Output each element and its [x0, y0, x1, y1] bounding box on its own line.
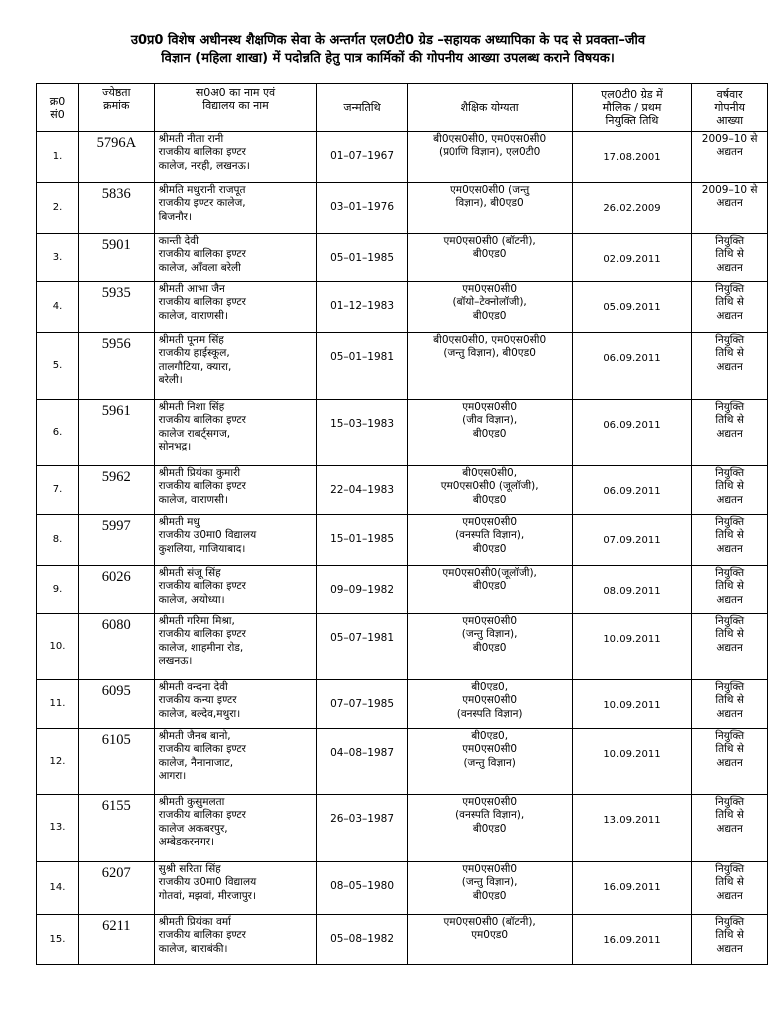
- table-row: [37, 466, 768, 515]
- table-row: [37, 132, 768, 183]
- qualification-line: बी0एड0: [472, 542, 507, 555]
- qualification-cell: [407, 400, 572, 466]
- seniority-number-cell: 6095: [79, 680, 155, 729]
- report-line: नियुक्ति: [715, 235, 745, 247]
- seniority-number-cell: 5961: [79, 400, 155, 466]
- date-of-birth-cell: 15–03–1983: [317, 400, 407, 466]
- qualification-cell: [407, 566, 572, 614]
- name-line: श्रीमती पूनम सिंह: [158, 334, 224, 346]
- report-line: तिथि से: [715, 296, 744, 309]
- report-line: अद्यतन: [716, 641, 743, 654]
- qualification-line: बी0एड0: [472, 248, 507, 261]
- report-line: तिथि से: [715, 694, 744, 707]
- qualification-line: बी0एड0: [472, 641, 507, 654]
- date-of-birth-cell: 26–03–1987: [317, 795, 407, 862]
- qualification-cell: [407, 183, 572, 234]
- date-of-birth-cell: 07–07–1985: [317, 680, 407, 729]
- name-line: श्रीमती कुसुमलता: [158, 796, 225, 808]
- report-line: अद्यतन: [716, 309, 743, 322]
- report-line: अद्यतन: [716, 942, 743, 955]
- header-line: नियुक्ति तिथि: [605, 114, 659, 127]
- qualification-line: बी0एस0सी0,: [462, 467, 518, 479]
- qualification-cell: [407, 614, 572, 680]
- report-line: अद्यतन: [716, 542, 743, 555]
- qualification-line: (वनस्पति विज्ञान),: [455, 529, 525, 542]
- qualification-line: बी0एड0: [472, 309, 507, 322]
- serial-number-cell: 9.: [37, 566, 79, 614]
- annual-report-cell: [692, 132, 768, 183]
- report-line: अद्यतन: [716, 360, 743, 373]
- table-row: [37, 183, 768, 234]
- name-line: राजकीय उ0मा0 विद्यालय: [158, 529, 257, 542]
- report-line: नियुक्ति: [715, 567, 745, 579]
- name-line: गोतवां, मझवां, मीरजापुर।: [158, 889, 256, 902]
- appointment-date-cell: 06.09.2011: [572, 466, 692, 515]
- seniority-number-cell: 5956: [79, 333, 155, 400]
- date-of-birth-cell: 08–05–1980: [317, 862, 407, 915]
- name-line: श्रीमती प्रियंका कुमारी: [158, 467, 241, 479]
- annual-report-cell: [692, 333, 768, 400]
- name-line: आगरा।: [158, 769, 187, 782]
- serial-number-cell: 13.: [37, 795, 79, 862]
- qualification-cell: [407, 234, 572, 282]
- teacher-school-cell: [154, 234, 317, 282]
- qualification-line: बी0एड0: [472, 822, 507, 835]
- name-line: श्रीमती वन्दना देवी: [158, 681, 228, 693]
- report-line: तिथि से: [715, 414, 744, 427]
- header-seniority: [79, 84, 155, 132]
- table-row: [37, 614, 768, 680]
- serial-number-cell: 1.: [37, 132, 79, 183]
- qualification-line: (वनस्पति विज्ञान),: [455, 809, 525, 822]
- appointment-date-cell: 13.09.2011: [572, 795, 692, 862]
- qualification-line: एम0एस0सी0: [462, 694, 518, 707]
- qualification-cell: [407, 515, 572, 566]
- name-line: राजकीय हाईस्कूल,: [158, 347, 230, 360]
- teacher-school-cell: [154, 333, 317, 400]
- name-line: राजकीय बालिका इण्टर: [158, 146, 246, 159]
- report-line: नियुक्ति: [715, 863, 745, 875]
- name-line: कालेज, वाराणसी।: [158, 309, 228, 322]
- teacher-school-cell: [154, 915, 317, 965]
- annual-report-cell: [692, 680, 768, 729]
- header-serial-number: [37, 84, 79, 132]
- seniority-number-cell: 5901: [79, 234, 155, 282]
- annual-report-cell: [692, 729, 768, 795]
- report-line: तिथि से: [715, 580, 744, 593]
- report-line: नियुक्ति: [715, 334, 745, 346]
- header-qualification: [407, 84, 572, 132]
- qualification-cell: [407, 333, 572, 400]
- serial-number-cell: 14.: [37, 862, 79, 915]
- qualification-line: एम0एस0सी0: [462, 796, 518, 808]
- date-of-birth-cell: 15–01–1985: [317, 515, 407, 566]
- seniority-number-cell: 6080: [79, 614, 155, 680]
- serial-number-cell: 2.: [37, 183, 79, 234]
- annual-report-cell: [692, 862, 768, 915]
- seniority-number-cell: 6207: [79, 862, 155, 915]
- appointment-date-cell: 17.08.2001: [572, 132, 692, 183]
- name-line: कालेज, नरही, लखनऊ।: [158, 159, 250, 172]
- qualification-cell: [407, 132, 572, 183]
- seniority-number-cell: 5796A: [79, 132, 155, 183]
- table-body: [37, 132, 768, 965]
- table-row: [37, 795, 768, 862]
- report-line: अद्यतन: [716, 493, 743, 506]
- name-line: श्रीमती जैनब बानो,: [158, 730, 231, 742]
- annual-report-cell: [692, 915, 768, 965]
- report-line: तिथि से: [715, 929, 744, 942]
- table-row: [37, 282, 768, 333]
- teacher-school-cell: [154, 795, 317, 862]
- header-line: जन्मतिथि: [343, 101, 381, 114]
- qualification-line: एम0एस0सी0 (जूलॉजी),: [440, 480, 539, 493]
- table-row: [37, 234, 768, 282]
- qualification-cell: [407, 466, 572, 515]
- title-line: विज्ञान (महिला शाखा) में पदोन्नति हेतु पात्र कार्मिकों की गोपनीय आख्या उपलब्ध कराने विषयक।: [161, 51, 615, 66]
- serial-number-cell: 15.: [37, 915, 79, 965]
- header-appointment-date: [572, 84, 692, 132]
- table-header-row: [37, 84, 768, 132]
- annual-report-cell: [692, 234, 768, 282]
- annual-report-cell: [692, 795, 768, 862]
- serial-number-cell: 6.: [37, 400, 79, 466]
- name-line: कालेज, नैनानाजाट,: [158, 756, 234, 769]
- table-row: [37, 566, 768, 614]
- serial-number-cell: 11.: [37, 680, 79, 729]
- name-line: श्रीमती आभा जैन: [158, 283, 225, 295]
- header-line: क्रमांक: [103, 99, 130, 112]
- header-line: आख्या: [716, 114, 744, 127]
- appointment-date-cell: 26.02.2009: [572, 183, 692, 234]
- report-line: अद्यतन: [716, 822, 743, 835]
- table-row: [37, 862, 768, 915]
- name-line: राजकीय बालिका इण्टर: [158, 296, 246, 309]
- name-line: श्रीमती मधु: [158, 516, 200, 528]
- teacher-school-cell: [154, 466, 317, 515]
- qualification-line: बी0एस0सी0, एम0एस0सी0: [433, 334, 547, 346]
- qualification-cell: [407, 862, 572, 915]
- annual-report-cell: [692, 183, 768, 234]
- name-line: कालेज, शाहमीना रोड,: [158, 641, 244, 654]
- date-of-birth-cell: 01–07–1967: [317, 132, 407, 183]
- name-line: राजकीय बालिका इण्टर: [158, 480, 246, 493]
- report-line: नियुक्ति: [715, 283, 745, 295]
- qualification-line: (जन्तु विज्ञान),: [461, 628, 518, 641]
- name-line: श्रीमति मधुरानी राजपूत: [158, 184, 246, 196]
- name-line: राजकीय बालिका इण्टर: [158, 628, 246, 641]
- report-line: अद्यतन: [716, 197, 743, 210]
- qualification-line: एम0एस0सी0: [462, 615, 518, 627]
- qualification-line: बी0एड0,: [471, 681, 509, 693]
- name-line: श्रीमती निशा सिंह: [158, 401, 225, 413]
- name-line: श्रीमती प्रियंका वर्मा: [158, 916, 231, 928]
- qualification-cell: [407, 729, 572, 795]
- date-of-birth-cell: 05–07–1981: [317, 614, 407, 680]
- report-line: नियुक्ति: [715, 796, 745, 808]
- appointment-date-cell: 02.09.2011: [572, 234, 692, 282]
- table-row: [37, 915, 768, 965]
- report-line: 2009–10 से: [701, 184, 758, 196]
- date-of-birth-cell: 09–09–1982: [317, 566, 407, 614]
- date-of-birth-cell: 04–08–1987: [317, 729, 407, 795]
- seniority-number-cell: 6211: [79, 915, 155, 965]
- date-of-birth-cell: 05–01–1985: [317, 234, 407, 282]
- name-line: कालेज, बल्देव,मथुरा।: [158, 707, 241, 720]
- appointment-date-cell: 16.09.2011: [572, 862, 692, 915]
- appointment-date-cell: 05.09.2011: [572, 282, 692, 333]
- qualification-line: एम0एस0सी0: [462, 743, 518, 756]
- header-line: विद्यालय का नाम: [202, 99, 269, 112]
- qualification-line: एम0एस0सी0: [462, 401, 518, 413]
- report-line: अद्यतन: [716, 146, 743, 159]
- qualification-line: बी0एड0: [472, 427, 507, 440]
- qualification-line: बी0एड0: [472, 580, 507, 593]
- annual-report-cell: [692, 614, 768, 680]
- name-line: सोनभद्र।: [158, 440, 192, 453]
- qualification-line: एम0एस0सी0: [462, 283, 518, 295]
- header-line: शैक्षिक योग्यता: [460, 101, 519, 114]
- name-line: राजकीय बालिका इण्टर: [158, 248, 246, 261]
- date-of-birth-cell: 05–01–1981: [317, 333, 407, 400]
- appointment-date-cell: 10.09.2011: [572, 614, 692, 680]
- name-line: कुशलिया, गाजियाबाद।: [158, 542, 246, 555]
- report-line: अद्यतन: [716, 427, 743, 440]
- qualification-line: बी0एड0: [472, 889, 507, 902]
- report-line: नियुक्ति: [715, 916, 745, 928]
- eligibility-table: [36, 83, 768, 965]
- header-line: गोपनीय: [714, 101, 745, 114]
- seniority-number-cell: 5836: [79, 183, 155, 234]
- qualification-line: एम0एस0सी0: [462, 516, 518, 528]
- teacher-school-cell: [154, 400, 317, 466]
- table-row: [37, 400, 768, 466]
- name-line: राजकीय बालिका इण्टर: [158, 580, 246, 593]
- report-line: अद्यतन: [716, 756, 743, 769]
- teacher-school-cell: [154, 282, 317, 333]
- title-line: उ0प्र0 विशेष अधीनस्थ शैक्षणिक सेवा के अन्तर्गत एल0टी0 ग्रेड –सहायक अध्यापिका के पद से प्रवक्ता–जीव: [130, 33, 646, 48]
- name-line: राजकीय इण्टर कालेज,: [158, 197, 246, 210]
- serial-number-cell: 12.: [37, 729, 79, 795]
- appointment-date-cell: 06.09.2011: [572, 400, 692, 466]
- qualification-line: एम0एस0सी0 (बॉटनी),: [443, 235, 536, 247]
- qualification-line: बी0एस0सी0, एम0एस0सी0: [433, 133, 547, 145]
- header-line: सं0: [50, 107, 65, 121]
- name-line: राजकीय कन्या इण्टर: [158, 694, 237, 707]
- seniority-number-cell: 6105: [79, 729, 155, 795]
- qualification-line: (जन्तु विज्ञान),: [461, 876, 518, 889]
- name-line: राजकीय बालिका इण्टर: [158, 809, 246, 822]
- table-row: [37, 680, 768, 729]
- report-line: नियुक्ति: [715, 615, 745, 627]
- qualification-line: बी0एड0: [472, 493, 507, 506]
- header-annual-report: [692, 84, 768, 132]
- name-line: कालेज, आँवला बरेली: [158, 261, 241, 274]
- report-line: नियुक्ति: [715, 467, 745, 479]
- name-line: बरेली।: [158, 373, 183, 386]
- date-of-birth-cell: 22–04–1983: [317, 466, 407, 515]
- table-row: [37, 333, 768, 400]
- header-line: वर्षवार: [716, 88, 743, 101]
- qualification-cell: [407, 795, 572, 862]
- name-line: कान्ती देवी: [158, 235, 199, 247]
- report-line: अद्यतन: [716, 707, 743, 720]
- name-line: अम्बेडकरनगर।: [158, 835, 215, 848]
- qualification-cell: [407, 680, 572, 729]
- name-line: श्रीमती संजू सिंह: [158, 567, 221, 579]
- name-line: राजकीय बालिका इण्टर: [158, 414, 246, 427]
- qualification-line: एम0एस0सी0 (बॉटनी),: [443, 916, 536, 928]
- report-line: नियुक्ति: [715, 516, 745, 528]
- serial-number-cell: 5.: [37, 333, 79, 400]
- name-line: कालेज अकबरपुर,: [158, 822, 228, 835]
- report-line: तिथि से: [715, 347, 744, 360]
- appointment-date-cell: 10.09.2011: [572, 729, 692, 795]
- name-line: लखनऊ।: [158, 654, 193, 667]
- qualification-line: (जन्तु विज्ञान), बी0एड0: [443, 347, 536, 360]
- serial-number-cell: 10.: [37, 614, 79, 680]
- teacher-school-cell: [154, 183, 317, 234]
- appointment-date-cell: 06.09.2011: [572, 333, 692, 400]
- teacher-school-cell: [154, 729, 317, 795]
- report-line: तिथि से: [715, 248, 744, 261]
- report-line: तिथि से: [715, 480, 744, 493]
- date-of-birth-cell: 01–12–1983: [317, 282, 407, 333]
- table-row: [37, 515, 768, 566]
- serial-number-cell: 8.: [37, 515, 79, 566]
- qualification-line: (प्र0ाणि विज्ञान), एल0टी0: [438, 146, 541, 159]
- name-line: बिजनौर।: [158, 210, 192, 223]
- name-line: कालेज राबर्ट्सगज,: [158, 427, 231, 440]
- name-line: राजकीय उ0मा0 विद्यालय: [158, 876, 257, 889]
- seniority-number-cell: 6155: [79, 795, 155, 862]
- seniority-number-cell: 5935: [79, 282, 155, 333]
- qualification-line: एम0एस0सी0(जूलॉजी),: [442, 567, 537, 579]
- name-line: तालगौटिया, क्यारा,: [158, 360, 232, 373]
- teacher-school-cell: [154, 566, 317, 614]
- report-line: तिथि से: [715, 743, 744, 756]
- qualification-line: (बॉयो–टेक्नोलॉजी),: [452, 296, 527, 309]
- qualification-line: बी0एड0,: [471, 730, 509, 742]
- report-line: अद्यतन: [716, 593, 743, 606]
- qualification-line: (वनस्पति विज्ञान): [456, 707, 523, 720]
- teacher-school-cell: [154, 614, 317, 680]
- name-line: राजकीय बालिका इण्टर: [158, 743, 246, 756]
- name-line: कालेज, बाराबंकी।: [158, 942, 228, 955]
- qualification-line: विज्ञान), बी0एड0: [455, 197, 524, 210]
- header-name: [154, 84, 317, 132]
- report-line: अद्यतन: [716, 261, 743, 274]
- appointment-date-cell: 08.09.2011: [572, 566, 692, 614]
- name-line: कालेज, अयोध्या।: [158, 593, 225, 606]
- qualification-cell: [407, 282, 572, 333]
- date-of-birth-cell: 05–08–1982: [317, 915, 407, 965]
- report-line: 2009–10 से: [701, 133, 758, 145]
- annual-report-cell: [692, 282, 768, 333]
- qualification-line: एम0एस0सी0 (जन्तु: [450, 184, 530, 196]
- header-dob: [317, 84, 407, 132]
- qualification-cell: [407, 915, 572, 965]
- serial-number-cell: 3.: [37, 234, 79, 282]
- report-line: तिथि से: [715, 529, 744, 542]
- annual-report-cell: [692, 515, 768, 566]
- annual-report-cell: [692, 400, 768, 466]
- name-line: श्रीमती गरिमा मिश्रा,: [158, 615, 235, 627]
- document-title: [30, 32, 746, 68]
- seniority-number-cell: 6026: [79, 566, 155, 614]
- header-line: ज्येष्ठता: [102, 86, 131, 99]
- qualification-line: एम0एस0सी0: [462, 863, 518, 875]
- header-line: क्र0: [49, 94, 66, 108]
- header-line: मौलिक / प्रथम: [602, 101, 662, 114]
- teacher-school-cell: [154, 680, 317, 729]
- header-line: स0अ0 का नाम एवं: [195, 86, 276, 99]
- report-line: नियुक्ति: [715, 401, 745, 413]
- date-of-birth-cell: 03–01–1976: [317, 183, 407, 234]
- report-line: तिथि से: [715, 628, 744, 641]
- seniority-number-cell: 5997: [79, 515, 155, 566]
- name-line: श्रीमती नीता रानी: [158, 133, 224, 145]
- name-line: कालेज, वाराणसी।: [158, 493, 228, 506]
- seniority-number-cell: 5962: [79, 466, 155, 515]
- appointment-date-cell: 07.09.2011: [572, 515, 692, 566]
- teacher-school-cell: [154, 515, 317, 566]
- teacher-school-cell: [154, 132, 317, 183]
- annual-report-cell: [692, 466, 768, 515]
- teacher-school-cell: [154, 862, 317, 915]
- serial-number-cell: 7.: [37, 466, 79, 515]
- name-line: सुश्री सरिता सिंह: [158, 863, 221, 875]
- table-row: [37, 729, 768, 795]
- appointment-date-cell: 10.09.2011: [572, 680, 692, 729]
- qualification-line: एम0एड0: [471, 929, 509, 942]
- serial-number-cell: 4.: [37, 282, 79, 333]
- report-line: अद्यतन: [716, 889, 743, 902]
- report-line: तिथि से: [715, 809, 744, 822]
- report-line: तिथि से: [715, 876, 744, 889]
- annual-report-cell: [692, 566, 768, 614]
- report-line: नियुक्ति: [715, 681, 745, 693]
- report-line: नियुक्ति: [715, 730, 745, 742]
- appointment-date-cell: 16.09.2011: [572, 915, 692, 965]
- name-line: राजकीय बालिका इण्टर: [158, 929, 246, 942]
- qualification-line: (जन्तु विज्ञान): [463, 756, 516, 769]
- header-line: एल0टी0 ग्रेड में: [601, 88, 663, 101]
- qualification-line: (जीव विज्ञान),: [462, 414, 518, 427]
